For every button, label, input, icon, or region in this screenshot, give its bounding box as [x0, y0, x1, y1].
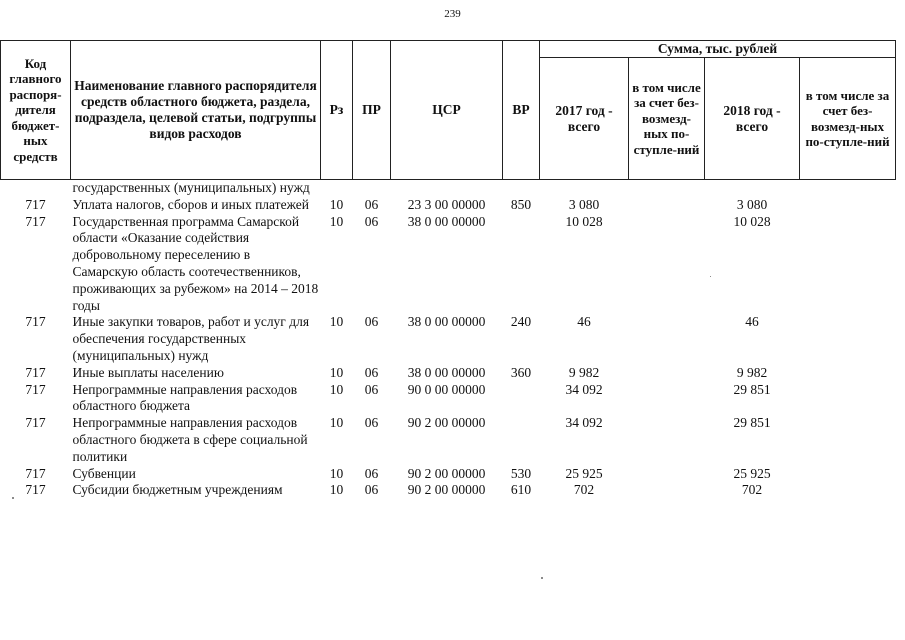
- row-name: Субвенции: [72, 465, 136, 481]
- row-sum-2018: 46: [745, 314, 759, 330]
- row-sum-2017: 34 092: [565, 381, 603, 397]
- page-number: 239: [444, 8, 461, 20]
- row-sum-2017: 34 092: [565, 415, 603, 431]
- row-code: 717: [25, 314, 46, 330]
- header-2018-grants: в том числе за счет без-возмезд-ных по-ступле-ний: [800, 58, 896, 180]
- row-name: Субсидии бюджетным учреждениям: [72, 482, 283, 498]
- header-name: Наименование главного распорядителя средств областного бюджета, раздела, подраздела, целевой статьи, подгруппы видов расходов: [71, 41, 321, 180]
- row-name: Иные выплаты населению: [72, 364, 224, 380]
- row-rz: 10: [329, 482, 344, 498]
- header-vr: ВР: [503, 41, 540, 180]
- row-grants-2018: [800, 415, 896, 465]
- budget-table: [0, 40, 896, 499]
- row-pr: 06: [364, 196, 379, 212]
- row-grants-2018: [800, 365, 896, 382]
- table-row: [1, 180, 896, 197]
- header-2018-total: 2018 год - всего: [705, 58, 800, 180]
- table-row: [1, 314, 896, 364]
- row-pr: 06: [364, 213, 379, 229]
- table-header: [1, 41, 896, 180]
- row-vr: 850: [510, 196, 532, 212]
- row-csr: 38 0 00 00000: [407, 213, 486, 229]
- table-row: [1, 214, 896, 315]
- row-sum-2017: 46: [577, 314, 591, 330]
- row-name: Непрограммные направления расходов областного бюджета в сфере социальной политики: [72, 415, 308, 464]
- row-grants-2017: [629, 197, 705, 214]
- row-name: Государственная программа Самарской области «Оказание содействия добровольному переселению в Самарскую область соотечественников, проживающих за рубежом» на 2014 – 2018 годы: [72, 213, 319, 313]
- row-sum-2017: 702: [573, 482, 595, 498]
- row-name: Уплата налогов, сборов и иных платежей: [72, 196, 309, 212]
- row-grants-2017: [629, 482, 705, 499]
- row-code: 717: [25, 196, 46, 212]
- row-sum-2018: 25 925: [733, 465, 771, 481]
- row-code: 717: [25, 415, 46, 431]
- row-sum-2017: 25 925: [565, 465, 603, 481]
- row-vr: [503, 180, 540, 197]
- row-sum-2017: 3 080: [568, 196, 600, 212]
- header-rz: Рз: [321, 41, 353, 180]
- row-csr: 90 0 00 00000: [407, 381, 486, 397]
- row-grants-2018: [800, 482, 896, 499]
- row-rz: 10: [329, 213, 344, 229]
- row-sum-2017: [540, 180, 629, 197]
- row-code: 717: [25, 381, 46, 397]
- row-pr: 06: [364, 465, 379, 481]
- row-sum-2018: [705, 180, 800, 197]
- row-grants-2018: [800, 214, 896, 315]
- row-csr: [391, 180, 503, 197]
- row-csr: 90 2 00 00000: [407, 465, 486, 481]
- row-sum-2018: 702: [741, 482, 763, 498]
- row-csr: 23 3 00 00000: [407, 196, 486, 212]
- row-grants-2017: [629, 466, 705, 483]
- row-vr: 360: [510, 364, 532, 380]
- row-csr: 38 0 00 00000: [407, 364, 486, 380]
- row-vr: [503, 214, 540, 315]
- row-vr: 530: [510, 465, 532, 481]
- row-rz: 10: [329, 196, 344, 212]
- row-code: 717: [25, 482, 46, 498]
- header-code: Код главного распоря-дителя бюджет-ных средств: [1, 41, 71, 180]
- row-rz: 10: [329, 465, 344, 481]
- row-code: [1, 180, 71, 197]
- row-name: государственных (муниципальных) нужд: [72, 180, 310, 195]
- row-csr: 90 2 00 00000: [407, 482, 486, 498]
- row-code: 717: [25, 465, 46, 481]
- row-grants-2018: [800, 180, 896, 197]
- row-sum-2018: 29 851: [733, 415, 771, 431]
- row-rz: 10: [329, 381, 344, 397]
- row-rz: 10: [329, 364, 344, 380]
- row-rz: [321, 180, 353, 197]
- row-code: 717: [25, 213, 46, 229]
- row-pr: 06: [364, 415, 379, 431]
- row-pr: 06: [364, 381, 379, 397]
- row-grants-2017: [629, 365, 705, 382]
- row-grants-2018: [800, 382, 896, 416]
- row-name: Иные закупки товаров, работ и услуг для обеспечения государственных (муниципальных) нужд: [72, 314, 310, 363]
- table-row: [1, 466, 896, 483]
- table-body: [1, 180, 896, 500]
- row-csr: 38 0 00 00000: [407, 314, 486, 330]
- header-2017-total: 2017 год - всего: [540, 58, 629, 180]
- row-pr: 06: [364, 314, 379, 330]
- row-grants-2017: [629, 382, 705, 416]
- row-vr: 610: [510, 482, 532, 498]
- row-vr: 240: [510, 314, 532, 330]
- row-grants-2018: [800, 197, 896, 214]
- header-2017-grants: в том числе за счет без-возмезд-ных по-ступле-ний: [629, 58, 705, 180]
- table-row: [1, 415, 896, 465]
- row-name: Непрограммные направления расходов областного бюджета: [72, 381, 298, 414]
- row-sum-2018: 29 851: [733, 381, 771, 397]
- scan-speck: [12, 497, 14, 499]
- row-rz: 10: [329, 314, 344, 330]
- row-grants-2017: [629, 415, 705, 465]
- header-sum-title: Сумма, тыс. рублей: [540, 41, 896, 58]
- row-rz: 10: [329, 415, 344, 431]
- row-grants-2017: [629, 180, 705, 197]
- scan-speck: [710, 276, 711, 277]
- row-pr: [353, 180, 391, 197]
- table-row: [1, 382, 896, 416]
- row-vr: [503, 382, 540, 416]
- table-row: [1, 365, 896, 382]
- table-row: [1, 197, 896, 214]
- row-sum-2018: 10 028: [733, 213, 771, 229]
- row-grants-2018: [800, 466, 896, 483]
- row-pr: 06: [364, 482, 379, 498]
- header-csr: ЦСР: [391, 41, 503, 180]
- row-sum-2017: 10 028: [565, 213, 603, 229]
- row-csr: 90 2 00 00000: [407, 415, 486, 431]
- row-sum-2017: 9 982: [568, 364, 600, 380]
- row-sum-2018: 3 080: [736, 196, 768, 212]
- header-pr: ПР: [353, 41, 391, 180]
- row-grants-2018: [800, 314, 896, 364]
- scan-speck: [541, 577, 543, 579]
- row-grants-2017: [629, 314, 705, 364]
- row-code: 717: [25, 364, 46, 380]
- row-pr: 06: [364, 364, 379, 380]
- row-vr: [503, 415, 540, 465]
- table-row: [1, 482, 896, 499]
- row-grants-2017: [629, 214, 705, 315]
- row-sum-2018: 9 982: [736, 364, 768, 380]
